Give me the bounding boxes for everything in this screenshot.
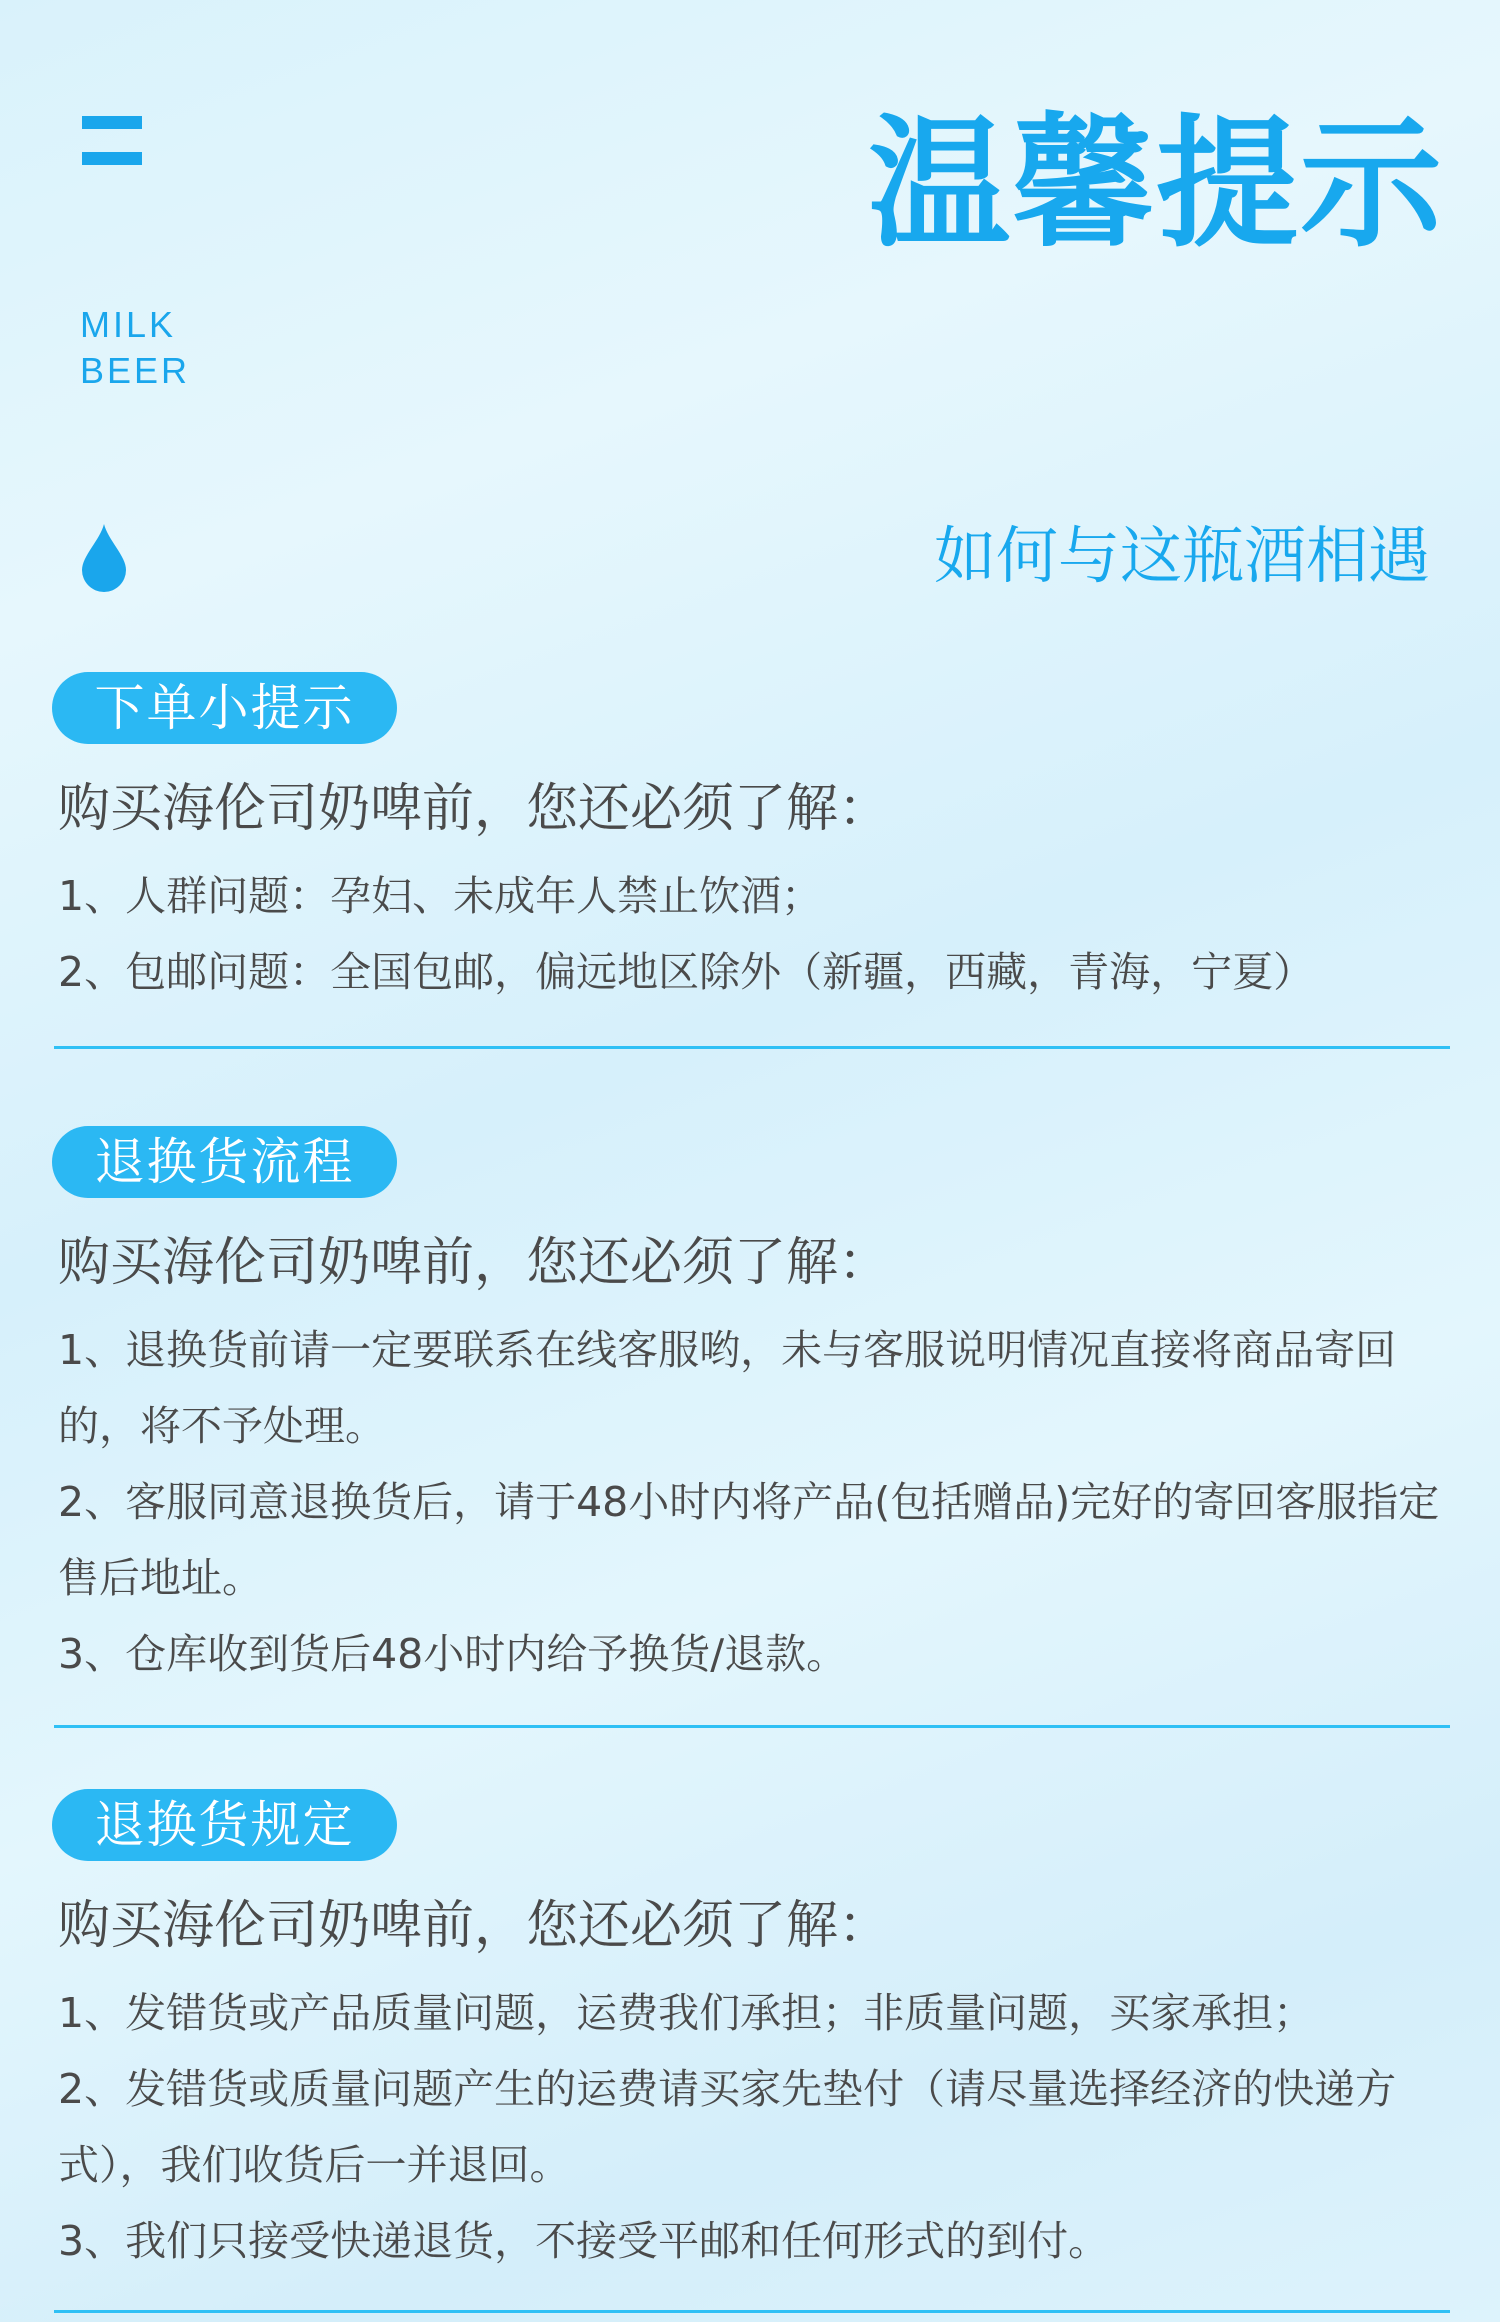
list-item: 2、客服同意退换货后，请于48小时内将产品(包括赠品)完好的寄回客服指定售后地址。 [58,1478,1440,1602]
brand-line-milk: MILK [80,304,177,345]
section-items [58,1312,1458,1692]
section-items [58,1975,1458,2279]
section-lead: 购买海伦司奶啤前，您还必须了解： [58,779,891,839]
logo-mark-icon [82,116,142,168]
list-item: 2、包邮问题：全国包邮，偏远地区除外（新疆，西藏，青海，宁夏） [58,948,1315,996]
list-item: 1、发错货或产品质量问题，运费我们承担；非质量问题，买家承担； [58,1989,1315,2037]
section-return-rules [0,1789,1500,2309]
list-item: 3、仓库收到货后48小时内给予换货/退款。 [58,1630,848,1678]
section-lead: 购买海伦司奶啤前，您还必须了解： [58,1233,891,1293]
list-item: 1、退换货前请一定要联系在线客服哟，未与客服说明情况直接将商品寄回的，将不予处理。 [58,1326,1397,1450]
subtitle: 如何与这瓶酒相遇 [933,519,1430,592]
section-tag: 退换货流程 [52,1126,397,1198]
brand-line-beer: BEER [80,350,191,391]
section-lead: 购买海伦司奶啤前，您还必须了解： [58,1896,891,1956]
water-drop-icon [78,522,130,592]
list-item: 3、我们只接受快递退货，不接受平邮和任何形式的到付。 [58,2217,1110,2265]
section-items [58,858,1458,1010]
brand-text [80,302,190,394]
section-tag: 退换货规定 [52,1789,397,1861]
section-tag: 下单小提示 [52,672,397,744]
list-item: 1、人群问题：孕妇、未成年人禁止饮酒； [58,872,823,920]
divider [54,1046,1450,1049]
section-order-tips [0,672,1500,1052]
divider [54,1725,1450,1728]
divider [54,2310,1450,2313]
page-title: 温馨提示 [868,102,1444,267]
section-return-process [0,1126,1500,1726]
list-item: 2、发错货或质量问题产生的运费请买家先垫付（请尽量选择经济的快递方式），我们收货后一并退回。 [58,2065,1397,2189]
